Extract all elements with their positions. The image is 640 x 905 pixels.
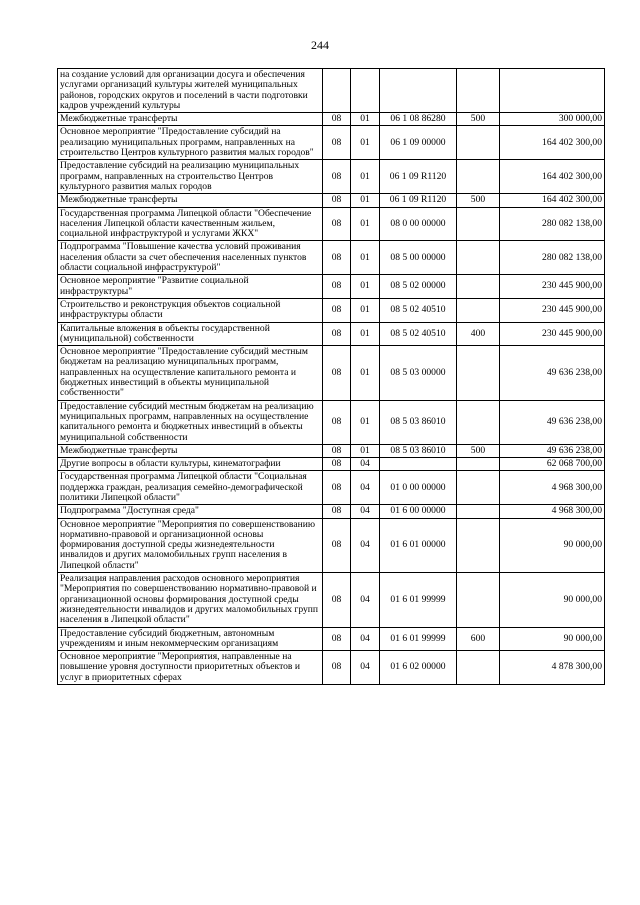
row-subsection: 01 (351, 444, 380, 457)
row-section: 08 (323, 651, 351, 685)
row-expense-type (457, 275, 500, 299)
row-amount: 230 445 900,00 (500, 322, 605, 346)
table-row (58, 471, 605, 505)
row-amount: 4 878 300,00 (500, 651, 605, 685)
row-expense-type (457, 471, 500, 505)
row-target-code: 01 6 01 99999 (380, 573, 457, 627)
row-target-code: 01 6 02 00000 (380, 651, 457, 685)
row-name: Подпрограмма "Доступная среда" (58, 505, 323, 518)
row-name: Предоставление субсидий бюджетным, автономным учреждениям и иным некоммерческим организациям (58, 627, 323, 651)
row-expense-type (457, 207, 500, 241)
row-expense-type: 400 (457, 322, 500, 346)
table-row (58, 346, 605, 400)
row-target-code (380, 458, 457, 471)
row-target-code: 08 5 02 00000 (380, 275, 457, 299)
row-name: Основное мероприятие "Предоставление субсидий местным бюджетам на реализацию муниципальных программ, направленных на осуществление капитального ремонта и бюджетных инвестиций в объекты муниципальной собственности" (58, 346, 323, 400)
row-target-code: 08 5 03 00000 (380, 346, 457, 400)
row-section: 08 (323, 573, 351, 627)
row-name: Основное мероприятие "Развитие социальной инфраструктуры" (58, 275, 323, 299)
row-expense-type (457, 160, 500, 194)
row-subsection: 01 (351, 194, 380, 207)
row-section: 08 (323, 505, 351, 518)
row-amount: 164 402 300,00 (500, 194, 605, 207)
row-subsection: 01 (351, 400, 380, 444)
row-target-code: 01 6 01 00000 (380, 518, 457, 572)
row-subsection: 04 (351, 627, 380, 651)
row-expense-type: 500 (457, 113, 500, 126)
row-amount (500, 69, 605, 113)
row-name: Основное мероприятие "Мероприятия, направленные на повышение уровня доступности приоритетных объектов и услуг в приоритетных сферах (58, 651, 323, 685)
row-target-code: 01 0 00 00000 (380, 471, 457, 505)
table-row (58, 69, 605, 113)
row-section: 08 (323, 298, 351, 322)
row-section: 08 (323, 627, 351, 651)
table-row (58, 573, 605, 627)
table-row (58, 444, 605, 457)
row-subsection: 04 (351, 518, 380, 572)
row-amount: 280 082 138,00 (500, 241, 605, 275)
row-name: на создание условий для организации досуга и обеспечения услугами организаций культуры жителей муниципальных районов, городских округов и поселений в части подготовки кадров учреждений культуры (58, 69, 323, 113)
row-amount: 4 968 300,00 (500, 505, 605, 518)
row-subsection: 04 (351, 651, 380, 685)
table-row (58, 275, 605, 299)
row-target-code: 01 6 00 00000 (380, 505, 457, 518)
row-target-code: 06 1 09 R1120 (380, 194, 457, 207)
row-target-code: 08 0 00 00000 (380, 207, 457, 241)
row-target-code: 08 5 03 86010 (380, 444, 457, 457)
row-subsection: 01 (351, 241, 380, 275)
row-target-code: 06 1 08 86280 (380, 113, 457, 126)
row-expense-type (457, 241, 500, 275)
table-body (58, 69, 605, 685)
row-section: 08 (323, 346, 351, 400)
budget-table (57, 68, 605, 685)
row-amount: 230 445 900,00 (500, 275, 605, 299)
row-name: Предоставление субсидий местным бюджетам на реализацию муниципальных программ, направленных на осуществление капитального ремонта и бюджетных инвестиций в объекты муниципальной собственности (58, 400, 323, 444)
row-section: 08 (323, 275, 351, 299)
row-name: Реализация направления расходов основного мероприятия "Мероприятия по совершенствованию нормативно-правовой и организационной основы формирования доступной среды жизнедеятельности инвалидов и других маломобильных групп населения в Липецкой области" (58, 573, 323, 627)
row-section: 08 (323, 458, 351, 471)
table-row (58, 241, 605, 275)
row-target-code: 08 5 02 40510 (380, 322, 457, 346)
row-amount: 4 968 300,00 (500, 471, 605, 505)
row-name: Подпрограмма "Повышение качества условий проживания населения области за счет обеспечения населенных пунктов области социальной инфраструктурой" (58, 241, 323, 275)
row-name: Межбюджетные трансферты (58, 194, 323, 207)
table-row (58, 194, 605, 207)
row-amount: 164 402 300,00 (500, 126, 605, 160)
row-subsection: 01 (351, 207, 380, 241)
table-row (58, 160, 605, 194)
table-row (58, 627, 605, 651)
row-target-code: 06 1 09 00000 (380, 126, 457, 160)
row-expense-type (457, 400, 500, 444)
row-amount: 49 636 238,00 (500, 444, 605, 457)
row-expense-type (457, 126, 500, 160)
table-row (58, 207, 605, 241)
table-row (58, 322, 605, 346)
table-row (58, 126, 605, 160)
row-amount: 90 000,00 (500, 518, 605, 572)
row-amount: 280 082 138,00 (500, 207, 605, 241)
row-subsection: 04 (351, 573, 380, 627)
row-subsection (351, 69, 380, 113)
row-name: Основное мероприятие "Мероприятия по совершенствованию нормативно-правовой и организационной основы формирования доступной среды жизнедеятельности инвалидов и других маломобильных групп населения в Липецкой области" (58, 518, 323, 572)
row-expense-type (457, 573, 500, 627)
table-row (58, 651, 605, 685)
row-name: Основное мероприятие "Предоставление субсидий на реализацию муниципальных программ, направленных на строительство Центров культурного развития малых городов" (58, 126, 323, 160)
row-section: 08 (323, 322, 351, 346)
row-amount: 230 445 900,00 (500, 298, 605, 322)
row-amount: 62 068 700,00 (500, 458, 605, 471)
row-expense-type (457, 298, 500, 322)
row-subsection: 04 (351, 505, 380, 518)
row-expense-type (457, 69, 500, 113)
row-target-code (380, 69, 457, 113)
row-subsection: 01 (351, 346, 380, 400)
row-name: Государственная программа Липецкой области "Социальная поддержка граждан, реализация семейно-демографической политики Липецкой области" (58, 471, 323, 505)
row-expense-type (457, 346, 500, 400)
row-name: Другие вопросы в области культуры, кинематографии (58, 458, 323, 471)
row-subsection: 01 (351, 298, 380, 322)
row-name: Предоставление субсидий на реализацию муниципальных программ, направленных на строительство Центров культурного развития малых городов (58, 160, 323, 194)
row-amount: 164 402 300,00 (500, 160, 605, 194)
row-expense-type: 600 (457, 627, 500, 651)
row-subsection: 04 (351, 458, 380, 471)
row-amount: 49 636 238,00 (500, 400, 605, 444)
row-target-code: 06 1 09 R1120 (380, 160, 457, 194)
row-name: Межбюджетные трансферты (58, 113, 323, 126)
row-subsection: 01 (351, 126, 380, 160)
row-target-code: 08 5 02 40510 (380, 298, 457, 322)
table-row (58, 518, 605, 572)
row-section: 08 (323, 113, 351, 126)
row-subsection: 01 (351, 113, 380, 126)
row-amount: 49 636 238,00 (500, 346, 605, 400)
row-amount: 90 000,00 (500, 627, 605, 651)
row-amount: 300 000,00 (500, 113, 605, 126)
row-section: 08 (323, 126, 351, 160)
row-section: 08 (323, 194, 351, 207)
row-amount: 90 000,00 (500, 573, 605, 627)
row-expense-type: 500 (457, 194, 500, 207)
row-subsection: 04 (351, 471, 380, 505)
row-section: 08 (323, 518, 351, 572)
table-row (58, 505, 605, 518)
row-section: 08 (323, 400, 351, 444)
row-expense-type (457, 651, 500, 685)
row-target-code: 08 5 00 00000 (380, 241, 457, 275)
row-section (323, 69, 351, 113)
row-section: 08 (323, 471, 351, 505)
row-target-code: 01 6 01 99999 (380, 627, 457, 651)
row-expense-type (457, 518, 500, 572)
table-row (58, 400, 605, 444)
row-subsection: 01 (351, 160, 380, 194)
table-row (58, 113, 605, 126)
page-number: 244 (311, 38, 329, 52)
row-name: Межбюджетные трансферты (58, 444, 323, 457)
row-section: 08 (323, 160, 351, 194)
row-expense-type: 500 (457, 444, 500, 457)
row-target-code: 08 5 03 86010 (380, 400, 457, 444)
row-expense-type (457, 505, 500, 518)
row-expense-type (457, 458, 500, 471)
row-subsection: 01 (351, 322, 380, 346)
table-row (58, 298, 605, 322)
row-name: Капитальные вложения в объекты государственной (муниципальной) собственности (58, 322, 323, 346)
table-row (58, 458, 605, 471)
row-section: 08 (323, 207, 351, 241)
row-section: 08 (323, 444, 351, 457)
row-name: Государственная программа Липецкой области "Обеспечение населения Липецкой области качественным жильем, социальной инфраструктурой и услугами ЖКХ" (58, 207, 323, 241)
row-name: Строительство и реконструкция объектов социальной инфраструктуры области (58, 298, 323, 322)
row-section: 08 (323, 241, 351, 275)
row-subsection: 01 (351, 275, 380, 299)
